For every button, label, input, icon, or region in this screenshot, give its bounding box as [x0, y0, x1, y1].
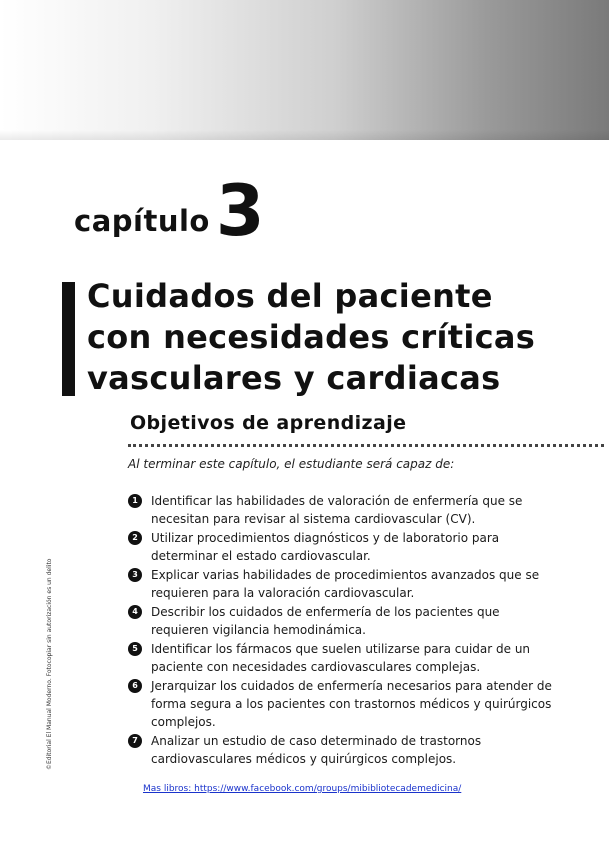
- list-item: [128, 732, 558, 768]
- dotted-divider: [128, 444, 604, 447]
- objective-text: Analizar un estudio de caso determinado de trastornos cardiovasculares médicos y quirúrgicos complejos.: [151, 734, 482, 766]
- number-badge: 1: [128, 494, 142, 508]
- objectives-heading: Objetivos de aprendizaje: [130, 412, 407, 434]
- list-item: [128, 492, 558, 528]
- objective-text: Utilizar procedimientos diagnósticos y de laboratorio para determinar el estado cardiovascular.: [151, 531, 500, 563]
- objectives-list: [128, 492, 558, 769]
- facebook-group-link[interactable]: Mas libros: https://www.facebook.com/groups/mibibliotecademedicina/: [143, 784, 462, 794]
- chapter-title: [87, 276, 587, 399]
- list-item: [128, 677, 558, 731]
- title-accent-bar: [62, 282, 75, 396]
- objective-text: Identificar los fármacos que suelen utilizarse para cuidar de un paciente con necesidades cardiovasculares complejas.: [151, 642, 531, 674]
- number-badge: 2: [128, 531, 142, 545]
- objective-text: Describir los cuidados de enfermería de los pacientes que requieren vigilancia hemodinámica.: [151, 605, 500, 637]
- chapter-word: capítulo: [74, 203, 210, 238]
- copyright-side-note: [46, 510, 60, 770]
- number-badge: 6: [128, 679, 142, 693]
- title-line: con necesidades críticas: [87, 318, 536, 356]
- title-line: Cuidados del paciente: [87, 277, 493, 315]
- list-item: [128, 566, 558, 602]
- number-badge: 4: [128, 605, 142, 619]
- number-badge: 3: [128, 568, 142, 582]
- list-item: [128, 529, 558, 565]
- number-badge: 5: [128, 642, 142, 656]
- objective-text: Jerarquizar los cuidados de enfermería necesarios para atender de forma segura a los pacientes con trastornos médicos y quirúrgicos complejos.: [151, 679, 552, 729]
- number-badge: 7: [128, 734, 142, 748]
- chapter-label: [74, 170, 265, 252]
- list-item: [128, 640, 558, 676]
- objective-text: Explicar varias habilidades de procedimientos avanzados que se requieren para la valoración cardiovascular.: [151, 568, 540, 600]
- list-item: [128, 603, 558, 639]
- title-line: vasculares y cardiacas: [87, 359, 501, 397]
- objective-text: Identificar las habilidades de valoración de enfermería que se necesitan para revisar al sistema cardiovascular (CV).: [151, 494, 523, 526]
- header-gradient-band: [0, 0, 609, 140]
- copyright-text: ©Editorial El Manual Moderno. Fotocopiar sin autorización es un delito: [46, 558, 53, 770]
- chapter-number: 3: [215, 170, 265, 252]
- objectives-intro: Al terminar este capítulo, el estudiante será capaz de:: [128, 457, 455, 471]
